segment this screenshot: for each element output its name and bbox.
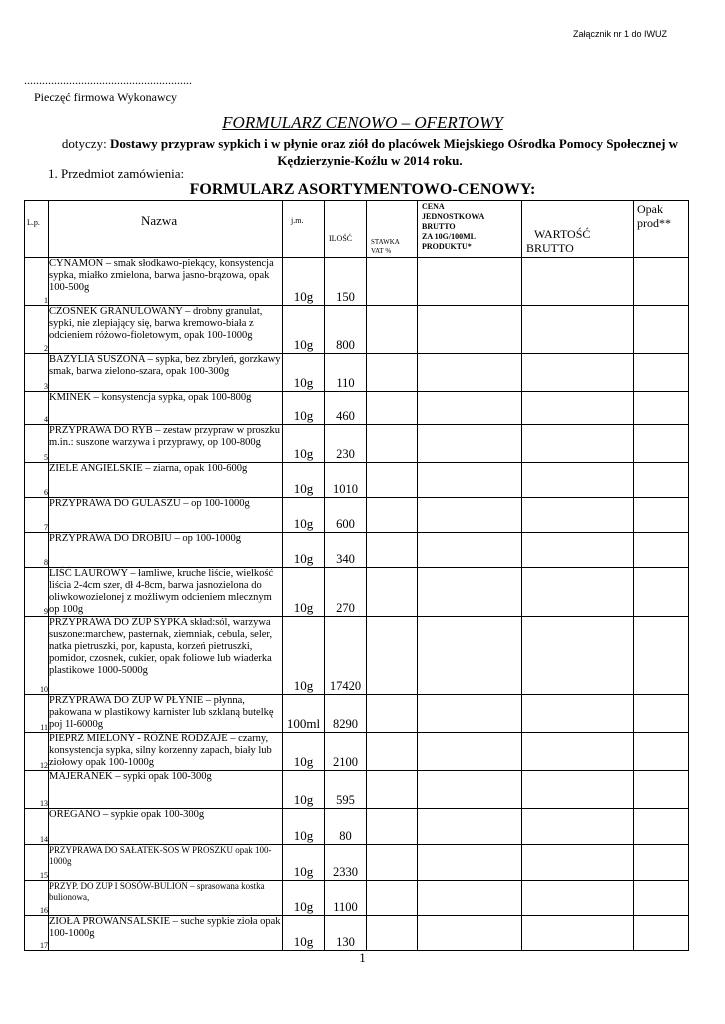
row-cena-cell[interactable]	[418, 809, 522, 845]
row-stawka-cell[interactable]	[367, 916, 418, 951]
row-cena-cell[interactable]	[418, 568, 522, 617]
row-wartosc-cell[interactable]	[522, 306, 634, 354]
row-stawka-cell[interactable]	[367, 695, 418, 733]
header-lp: L.p.	[25, 201, 49, 258]
table-row	[25, 733, 689, 771]
row-ilosc: 270	[325, 568, 367, 617]
row-ilosc: 600	[325, 498, 367, 533]
row-cena-cell[interactable]	[418, 533, 522, 568]
subject-prefix: dotyczy:	[61, 136, 107, 151]
row-jm: 10g	[283, 306, 325, 354]
row-nazwa: PRZYPRAWA DO DROBIU – op 100-1000g	[49, 533, 283, 568]
header-cena: CENA JEDNOSTKOWA BRUTTO ZA 10G/100ML PRODUKTU*	[418, 201, 522, 258]
row-jm: 10g	[283, 463, 325, 498]
row-wartosc-cell[interactable]	[522, 354, 634, 392]
header-jm: j.m.	[283, 201, 325, 258]
row-cena-cell[interactable]	[418, 771, 522, 809]
header-nazwa: Nazwa	[49, 201, 283, 258]
table-row	[25, 354, 689, 392]
row-opak-cell[interactable]	[634, 533, 689, 568]
row-stawka-cell[interactable]	[367, 809, 418, 845]
table-row	[25, 695, 689, 733]
table-row	[25, 498, 689, 533]
header-wartosc: WARTOŚĆ BRUTTO	[522, 201, 634, 258]
row-cena-cell[interactable]	[418, 733, 522, 771]
company-stamp-label: Pieczęć firmowa Wykonawcy	[34, 90, 177, 104]
row-opak-cell[interactable]	[634, 354, 689, 392]
row-opak-cell[interactable]	[634, 916, 689, 951]
row-lp: 4	[25, 392, 49, 425]
subject-paragraph	[40, 135, 700, 169]
row-lp: 17	[25, 916, 49, 951]
row-stawka-cell[interactable]	[367, 733, 418, 771]
row-nazwa: BAZYLIA SUSZONA – sypka, bez zbryleń, gorzkawy smak, barwa zielono-szara, opak 100-300g	[49, 354, 283, 392]
row-ilosc: 110	[325, 354, 367, 392]
row-cena-cell[interactable]	[418, 617, 522, 695]
row-stawka-cell[interactable]	[367, 463, 418, 498]
row-lp: 11	[25, 695, 49, 733]
row-lp: 7	[25, 498, 49, 533]
row-lp: 1	[25, 258, 49, 306]
row-jm: 10g	[283, 845, 325, 881]
row-cena-cell[interactable]	[418, 392, 522, 425]
price-table	[24, 200, 689, 951]
row-wartosc-cell[interactable]	[522, 916, 634, 951]
row-wartosc-cell[interactable]	[522, 392, 634, 425]
row-jm: 10g	[283, 617, 325, 695]
row-stawka-cell[interactable]	[367, 771, 418, 809]
row-opak-cell[interactable]	[634, 617, 689, 695]
row-stawka-cell[interactable]	[367, 881, 418, 916]
table-row	[25, 617, 689, 695]
row-opak-cell[interactable]	[634, 258, 689, 306]
row-cena-cell[interactable]	[418, 258, 522, 306]
table-row	[25, 306, 689, 354]
row-jm: 10g	[283, 568, 325, 617]
subject-text: Dostawy przypraw sypkich i w płynie oraz ziół do placówek Miejskiego Ośrodka Pomocy Społecznej w Kędzierzynie-Koźlu w 2014 roku.	[109, 136, 679, 168]
row-nazwa: PRZYPRAWA DO SAŁATEK-SOS W PROSZKU opak 100-1000g	[49, 845, 283, 881]
row-ilosc: 8290	[325, 695, 367, 733]
row-ilosc: 800	[325, 306, 367, 354]
row-ilosc: 80	[325, 809, 367, 845]
row-jm: 100ml	[283, 695, 325, 733]
row-lp: 6	[25, 463, 49, 498]
row-nazwa: PIEPRZ MIELONY - RÓŻNE RODZAJE – czarny, konsystencja sypka, silny korzenny zapach, biały lub ziołowy opak 100-1000g	[49, 733, 283, 771]
row-jm: 10g	[283, 533, 325, 568]
row-jm: 10g	[283, 771, 325, 809]
row-wartosc-cell[interactable]	[522, 533, 634, 568]
row-stawka-cell[interactable]	[367, 392, 418, 425]
row-stawka-cell[interactable]	[367, 425, 418, 463]
row-lp: 5	[25, 425, 49, 463]
row-cena-cell[interactable]	[418, 695, 522, 733]
row-wartosc-cell[interactable]	[522, 568, 634, 617]
row-stawka-cell[interactable]	[367, 533, 418, 568]
attachment-label: Załącznik nr 1 do IWUZ	[572, 29, 667, 39]
table-header-row	[25, 201, 689, 258]
row-nazwa: OREGANO – sypkie opak 100-300g	[49, 809, 283, 845]
row-nazwa: PRZYPRAWA DO RYB – zestaw przypraw w proszku m.in.: suszone warzywa i przyprawy, op 100-800g	[49, 425, 283, 463]
row-stawka-cell[interactable]	[367, 498, 418, 533]
row-opak-cell[interactable]	[634, 463, 689, 498]
row-opak-cell[interactable]	[634, 771, 689, 809]
row-jm: 10g	[283, 498, 325, 533]
row-jm: 10g	[283, 881, 325, 916]
row-nazwa: CZOSNEK GRANULOWANY – drobny granulat, sypki, nie zlepiający się, barwa kremowo-biała z odcieniem różowo-fioletowym, opak 100-1000g	[49, 306, 283, 354]
row-wartosc-cell[interactable]	[522, 425, 634, 463]
row-lp: 2	[25, 306, 49, 354]
table-body	[25, 258, 689, 951]
row-cena-cell[interactable]	[418, 916, 522, 951]
row-wartosc-cell[interactable]	[522, 881, 634, 916]
row-nazwa: ZIELE ANGIELSKIE – ziarna, opak 100-600g	[49, 463, 283, 498]
table-row	[25, 392, 689, 425]
row-nazwa: ZIOŁA PROWANSALSKIE – suche sypkie zioła opak 100-1000g	[49, 916, 283, 951]
table-row	[25, 881, 689, 916]
table-row	[25, 533, 689, 568]
row-stawka-cell[interactable]	[367, 845, 418, 881]
row-ilosc: 340	[325, 533, 367, 568]
row-wartosc-cell[interactable]	[522, 771, 634, 809]
table-row	[25, 916, 689, 951]
row-nazwa: PRZYPRAWA DO ZUP W PŁYNIE – płynna, pakowana w plastikowy karnister lub szklaną butelkę poj 1l-6000g	[49, 695, 283, 733]
row-opak-cell[interactable]	[634, 306, 689, 354]
row-lp: 16	[25, 881, 49, 916]
section-item: 1. Przedmiot zamówienia:	[48, 166, 185, 181]
row-jm: 10g	[283, 258, 325, 306]
row-jm: 10g	[283, 354, 325, 392]
row-nazwa: PRZYPRAWA DO GULASZU – op 100-1000g	[49, 498, 283, 533]
row-cena-cell[interactable]	[418, 845, 522, 881]
page-number: 1	[359, 950, 366, 965]
row-wartosc-cell[interactable]	[522, 809, 634, 845]
row-cena-cell[interactable]	[418, 463, 522, 498]
row-wartosc-cell[interactable]	[522, 498, 634, 533]
row-lp: 12	[25, 733, 49, 771]
row-jm: 10g	[283, 809, 325, 845]
row-opak-cell[interactable]	[634, 845, 689, 881]
row-lp: 13	[25, 771, 49, 809]
row-lp: 9	[25, 568, 49, 617]
row-ilosc: 2330	[325, 845, 367, 881]
row-jm: 10g	[283, 916, 325, 951]
row-ilosc: 150	[325, 258, 367, 306]
row-opak-cell[interactable]	[634, 695, 689, 733]
row-ilosc: 460	[325, 392, 367, 425]
table-row	[25, 845, 689, 881]
row-ilosc: 1010	[325, 463, 367, 498]
row-wartosc-cell[interactable]	[522, 845, 634, 881]
table-row	[25, 809, 689, 845]
header-ilosc: ILOŚĆ	[325, 201, 367, 258]
row-opak-cell[interactable]	[634, 733, 689, 771]
row-ilosc: 595	[325, 771, 367, 809]
row-ilosc: 1100	[325, 881, 367, 916]
row-stawka-cell[interactable]	[367, 306, 418, 354]
row-cena-cell[interactable]	[418, 354, 522, 392]
stamp-dotted-line: ........................................................	[24, 73, 192, 87]
row-opak-cell[interactable]	[634, 392, 689, 425]
row-ilosc: 130	[325, 916, 367, 951]
row-jm: 10g	[283, 392, 325, 425]
row-nazwa: PRZYPRAWA DO ZUP SYPKA skład:sól, warzywa suszone:marchew, pasternak, ziemniak, cebula, seler, natka pietruszki, por, kapusta, korzeń pietruszki, pomidor, czosnek, cukier, opak foliowe lub wiaderka plastikowe 1000-5000g	[49, 617, 283, 695]
row-cena-cell[interactable]	[418, 306, 522, 354]
table-row	[25, 463, 689, 498]
row-stawka-cell[interactable]	[367, 568, 418, 617]
row-cena-cell[interactable]	[418, 498, 522, 533]
row-opak-cell[interactable]	[634, 425, 689, 463]
row-opak-cell[interactable]	[634, 881, 689, 916]
row-nazwa: KMINEK – konsystencja sypka, opak 100-800g	[49, 392, 283, 425]
row-nazwa: MAJERANEK – sypki opak 100-300g	[49, 771, 283, 809]
row-lp: 10	[25, 617, 49, 695]
row-opak-cell[interactable]	[634, 809, 689, 845]
row-lp: 15	[25, 845, 49, 881]
row-opak-cell[interactable]	[634, 568, 689, 617]
row-jm: 10g	[283, 425, 325, 463]
table-title: FORMULARZ ASORTYMENTOWO-CENOWY:	[189, 181, 536, 198]
row-ilosc: 230	[325, 425, 367, 463]
row-nazwa: CYNAMON – smak słodkawo-piekący, konsystencja sypka, miałko zmielona, barwa jasno-brązowa, opak 100-500g	[49, 258, 283, 306]
row-cena-cell[interactable]	[418, 881, 522, 916]
row-cena-cell[interactable]	[418, 425, 522, 463]
row-ilosc: 2100	[325, 733, 367, 771]
row-jm: 10g	[283, 733, 325, 771]
row-stawka-cell[interactable]	[367, 258, 418, 306]
row-wartosc-cell[interactable]	[522, 695, 634, 733]
row-lp: 14	[25, 809, 49, 845]
row-nazwa: PRZYP. DO ZUP I SOSÓW-BULION – sprasowana kostka bulionowa,	[49, 881, 283, 916]
table-row	[25, 568, 689, 617]
row-wartosc-cell[interactable]	[522, 463, 634, 498]
row-nazwa: LIŚĆ LAUROWY – łamliwe, kruche liście, wielkość liścia 2-4cm szer, dł 4-8cm, barwa jasnozielona do oliwkowozielonej z możliwym odcieniem mlecznym op 100g	[49, 568, 283, 617]
row-lp: 3	[25, 354, 49, 392]
row-wartosc-cell[interactable]	[522, 617, 634, 695]
row-stawka-cell[interactable]	[367, 617, 418, 695]
table-row	[25, 425, 689, 463]
row-opak-cell[interactable]	[634, 498, 689, 533]
row-stawka-cell[interactable]	[367, 354, 418, 392]
row-lp: 8	[25, 533, 49, 568]
header-opak: Opak prod**	[634, 201, 689, 258]
header-stawka: STAWKA VAT %	[367, 201, 418, 258]
row-wartosc-cell[interactable]	[522, 733, 634, 771]
table-row	[25, 771, 689, 809]
form-title: FORMULARZ CENOWO – OFERTOWY	[222, 113, 503, 132]
row-ilosc: 17420	[325, 617, 367, 695]
row-wartosc-cell[interactable]	[522, 258, 634, 306]
table-row	[25, 258, 689, 306]
